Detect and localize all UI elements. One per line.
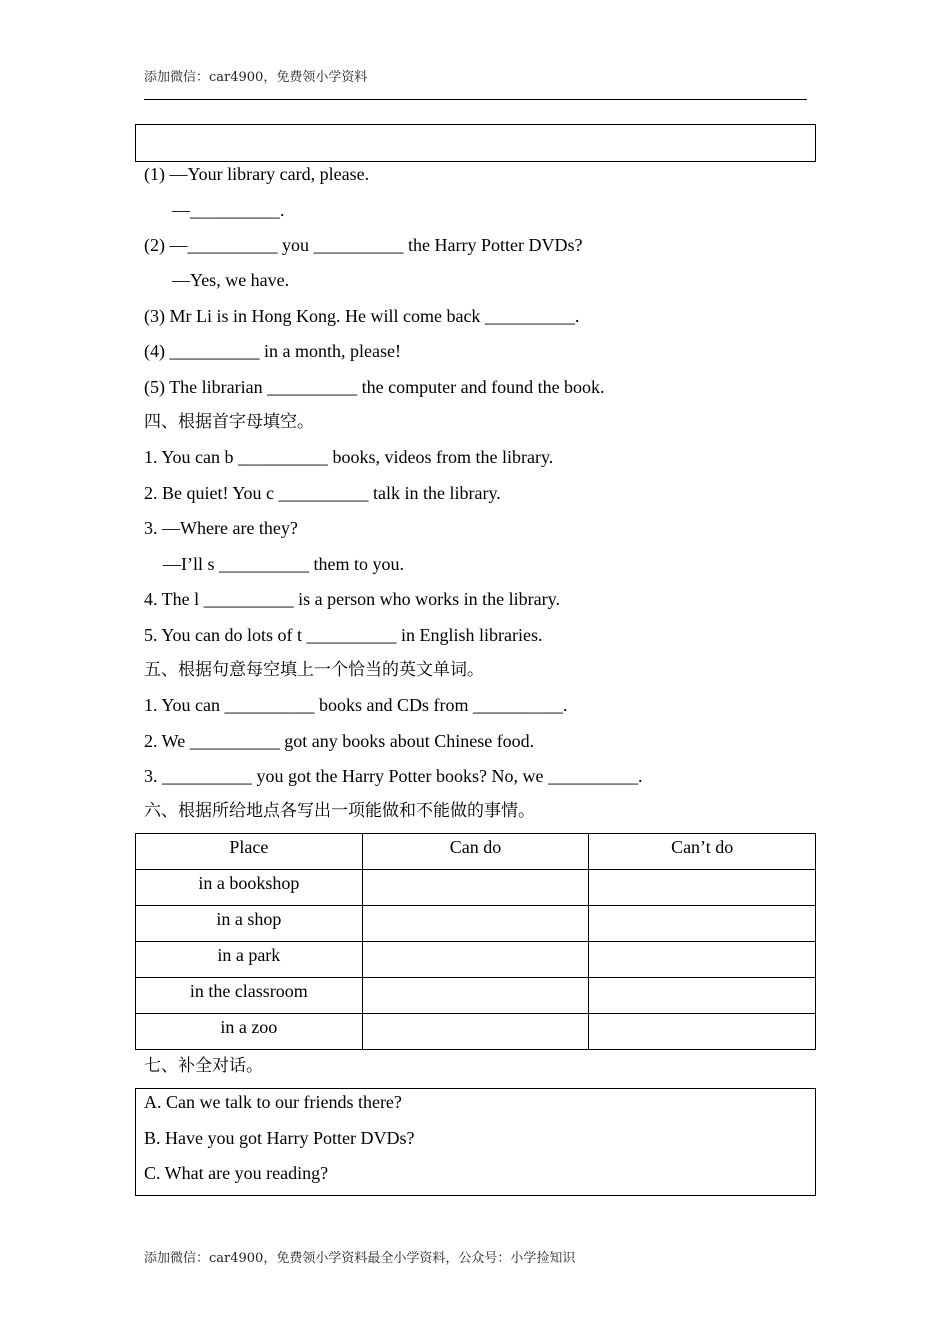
s5-item-2: 2. We __________ got any books about Chinese food. [144,731,535,751]
s3-item-5: (5) The librarian __________ the computer and found the book. [144,377,605,397]
s3-item-4: (4) __________ in a month, please! [144,341,401,361]
page-footer: 添加微信：car4900，免费领小学资料最全小学资料，公众号：小学捡知识 [144,1251,576,1266]
s3-item-1: (1) —Your library card, please. [144,164,370,184]
header-place: Place [136,834,363,870]
can-do-cell[interactable] [362,978,589,1014]
option-a: A. Can we talk to our friends there? [144,1092,402,1112]
places-table [135,833,816,1050]
cant-do-cell[interactable] [589,1014,816,1050]
cant-do-cell[interactable] [589,870,816,906]
s3-item-1-answer: —__________. [172,200,285,220]
table-row [136,978,816,1014]
s3-item-2: (2) —__________ you __________ the Harry Potter DVDs? [144,235,583,255]
header-rule [144,99,807,100]
section6-title: 六、根据所给地点各写出一项能做和不能做的事情。 [144,801,535,821]
page-header: 添加微信：car4900，免费领小学资料 [144,70,368,85]
word-bank-box [135,124,816,162]
s4-item-4: 4. The l __________ is a person who works in the library. [144,589,560,609]
table-row [136,942,816,978]
s3-item-2-answer: —Yes, we have. [172,270,290,290]
section7-title: 七、补全对话。 [144,1056,263,1076]
place-cell: in a zoo [136,1014,363,1050]
place-cell: in the classroom [136,978,363,1014]
header-cant-do: Can’t do [589,834,816,870]
s4-item-2: 2. Be quiet! You c __________ talk in the library. [144,483,501,503]
option-b: B. Have you got Harry Potter DVDs? [144,1128,415,1148]
s4-item-3-answer: —I’ll s __________ them to you. [163,554,404,574]
place-cell: in a bookshop [136,870,363,906]
cant-do-cell[interactable] [589,906,816,942]
can-do-cell[interactable] [362,870,589,906]
s4-item-5: 5. You can do lots of t __________ in English libraries. [144,625,543,645]
s5-item-3: 3. __________ you got the Harry Potter books? No, we __________. [144,766,643,786]
table-row [136,1014,816,1050]
cant-do-cell[interactable] [589,942,816,978]
header-can-do: Can do [362,834,589,870]
can-do-cell[interactable] [362,906,589,942]
place-cell: in a shop [136,906,363,942]
table-header-row [136,834,816,870]
option-c: C. What are you reading? [144,1163,329,1183]
cant-do-cell[interactable] [589,978,816,1014]
section5-title: 五、根据句意每空填上一个恰当的英文单词。 [144,660,484,680]
s3-item-3: (3) Mr Li is in Hong Kong. He will come back __________. [144,306,580,326]
table-row [136,870,816,906]
s5-item-1: 1. You can __________ books and CDs from __________. [144,695,568,715]
dialogue-options-box [135,1088,816,1196]
table-row [136,906,816,942]
section4-title: 四、根据首字母填空。 [144,412,314,432]
can-do-cell[interactable] [362,1014,589,1050]
s4-item-3: 3. —Where are they? [144,518,298,538]
s4-item-1: 1. You can b __________ books, videos from the library. [144,447,554,467]
can-do-cell[interactable] [362,942,589,978]
place-cell: in a park [136,942,363,978]
